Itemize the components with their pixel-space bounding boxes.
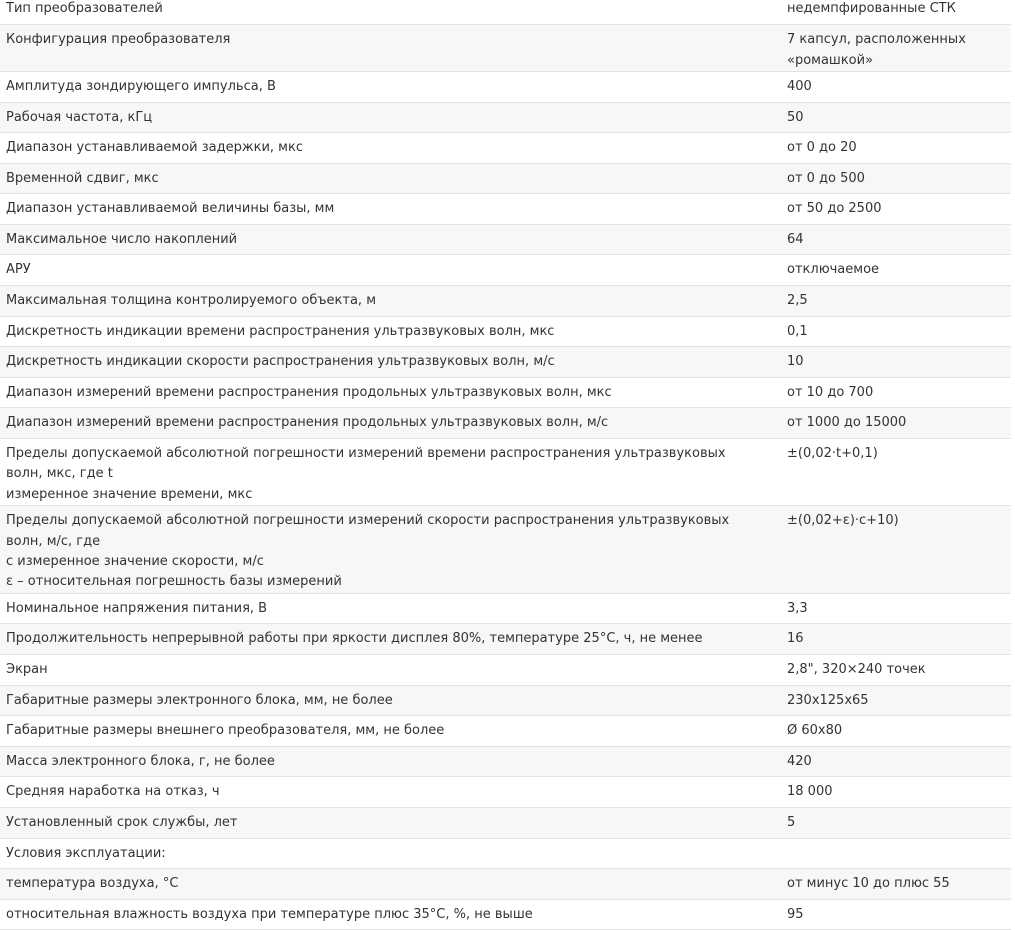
parameter-cell [0,71,781,102]
parameter-cell [0,808,781,839]
table-row [0,777,1011,808]
value-text: 3,3 [787,600,808,616]
parameter-text: Диапазон устанавливаемой величины базы, мм [6,201,335,217]
parameter-text: Экран [6,662,48,678]
value-text: 2,8", 320×240 точек [787,662,926,678]
value-cell [781,194,1011,225]
parameter-text: Диапазон устанавливаемой задержки, мкс [6,140,303,156]
table-row [0,133,1011,164]
parameter-cell [0,377,781,408]
value-cell [781,808,1011,839]
parameter-cell [0,0,781,25]
table-row [0,0,1011,25]
parameter-text: относительная влажность воздуха при температуре плюс 35°С, %, не выше [6,906,533,922]
value-text: отключаемое [787,262,880,278]
parameter-cell [0,408,781,439]
value-cell [781,408,1011,439]
value-cell [781,506,1011,594]
table-row [0,224,1011,255]
parameter-cell [0,777,781,808]
value-cell [781,746,1011,777]
table-row [0,685,1011,716]
parameter-text: Пределы допускаемой абсолютной погрешности измерений скорости распространения ультразвуковых волн, м/с, где [6,513,730,549]
value-cell [781,655,1011,686]
parameter-text: Номинальное напряжения питания, В [6,600,268,616]
value-text: 16 [787,631,804,647]
parameter-cell [0,163,781,194]
table-row [0,593,1011,624]
value-text: ±(0,02+ε)·c+10) [787,513,899,529]
value-text: 10 [787,354,804,370]
parameter-text: Дискретность индикации времени распространения ультразвуковых волн, мкс [6,323,555,339]
table-row [0,808,1011,839]
value-cell [781,163,1011,194]
parameter-text: Установленный срок службы, лет [6,815,238,831]
value-cell [781,286,1011,317]
parameter-cell [0,506,781,594]
parameter-cell [0,224,781,255]
parameter-text: с измеренное значение скорости, м/с [6,554,264,570]
value-cell [781,133,1011,164]
parameter-text: Тип преобразователей [6,1,163,16]
parameter-cell [0,286,781,317]
parameter-text: Продолжительность непрерывной работы при яркости дисплея 80%, температуре 25°С, ч, не менее [6,631,703,647]
parameter-cell [0,102,781,133]
table-row [0,506,1011,594]
table-row [0,746,1011,777]
table-row [0,716,1011,747]
value-text: 95 [787,906,804,922]
value-cell [781,347,1011,378]
table-row [0,838,1011,869]
value-text: 5 [787,815,796,831]
parameter-cell [0,624,781,655]
parameter-cell [0,716,781,747]
table-row [0,377,1011,408]
value-text: Ø 60х80 [787,723,843,739]
value-text: 2,5 [787,293,808,309]
parameter-text: Масса электронного блока, г, не более [6,753,275,769]
value-cell [781,838,1011,869]
value-cell [781,102,1011,133]
value-text: от 1000 до 15000 [787,415,907,431]
value-text: 230х125х65 [787,692,869,708]
value-cell [781,255,1011,286]
value-cell [781,224,1011,255]
value-cell [781,377,1011,408]
parameter-text: АРУ [6,262,31,278]
value-cell [781,25,1011,72]
parameter-cell [0,439,781,506]
parameter-text: измеренное значение времени, мкс [6,486,253,502]
parameter-cell [0,347,781,378]
table-row [0,439,1011,506]
table-row [0,102,1011,133]
parameter-cell [0,838,781,869]
value-text: ±(0,02·t+0,1) [787,446,878,462]
parameter-cell [0,316,781,347]
table-row [0,286,1011,317]
parameter-cell [0,194,781,225]
parameter-cell [0,655,781,686]
table-row [0,899,1011,930]
value-cell [781,869,1011,900]
parameter-cell [0,746,781,777]
parameter-text: Максимальная толщина контролируемого объекта, м [6,293,376,309]
value-text: от 0 до 500 [787,170,865,186]
value-text: 7 капсул, расположенных [787,32,966,48]
parameter-cell [0,899,781,930]
parameter-cell [0,133,781,164]
parameter-text: Пределы допускаемой абсолютной погрешности измерений времени распространения ультразвуковых волн, мкс, где t [6,446,726,482]
value-cell [781,899,1011,930]
table-row [0,255,1011,286]
table-row [0,25,1011,72]
parameter-text: Условия эксплуатации: [6,845,166,861]
parameter-text: Рабочая частота, кГц [6,109,153,125]
value-cell [781,685,1011,716]
value-text: 420 [787,753,812,769]
table-row [0,624,1011,655]
parameter-text: Конфигурация преобразователя [6,32,231,48]
parameter-text: Габаритные размеры электронного блока, мм, не более [6,692,393,708]
value-cell [781,439,1011,506]
parameter-text: Временной сдвиг, мкс [6,170,159,186]
table-row [0,163,1011,194]
value-cell [781,0,1011,25]
parameter-text: Амплитуда зондирующего импульса, В [6,78,276,94]
parameter-text: Габаритные размеры внешнего преобразователя, мм, не более [6,723,445,739]
value-text: от 0 до 20 [787,140,857,156]
parameter-cell [0,255,781,286]
value-text: 64 [787,231,804,247]
value-text: 50 [787,109,804,125]
table-row [0,71,1011,102]
parameter-text: Диапазон измерений времени распространения продольных ультразвуковых волн, мкс [6,384,612,400]
value-text: 18 000 [787,784,833,800]
value-text: 400 [787,78,812,94]
parameter-text: температура воздуха, °С [6,876,179,892]
parameter-text: Средняя наработка на отказ, ч [6,784,220,800]
value-cell [781,716,1011,747]
value-text: от 50 до 2500 [787,201,882,217]
value-text: «ромашкой» [787,52,874,68]
value-text: от 10 до 700 [787,384,874,400]
value-cell [781,316,1011,347]
table-row [0,194,1011,225]
value-cell [781,777,1011,808]
parameter-text: ε – относительная погрешность базы измерений [6,574,342,590]
parameter-cell [0,869,781,900]
table-row [0,655,1011,686]
table-row [0,408,1011,439]
value-text: от минус 10 до плюс 55 [787,876,950,892]
value-cell [781,71,1011,102]
parameter-cell [0,593,781,624]
table-row [0,869,1011,900]
parameter-cell [0,685,781,716]
table-row [0,347,1011,378]
parameter-text: Максимальное число накоплений [6,231,238,247]
parameter-cell [0,25,781,72]
parameter-text: Дискретность индикации скорости распространения ультразвуковых волн, м/с [6,354,555,370]
table-row [0,316,1011,347]
value-text: 0,1 [787,323,808,339]
value-cell [781,624,1011,655]
value-cell [781,593,1011,624]
parameter-text: Диапазон измерений времени распространения продольных ультразвуковых волн, м/с [6,415,609,431]
value-text: недемпфированные СТК [787,1,956,16]
